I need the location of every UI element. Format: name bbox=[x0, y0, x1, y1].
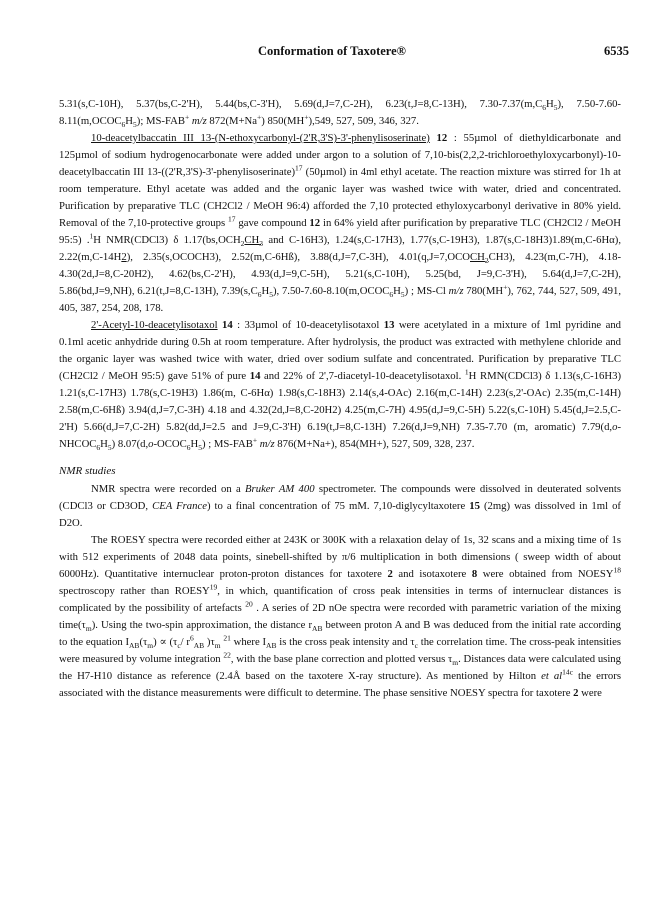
page-header bbox=[0, 44, 672, 66]
nmr-methods-paragraph: NMR spectra were recorded on a Bruker AM 400 spectrometer. The compounds were dissolved in deuterated solvents (CDCl3 or CD3OD, CEA France) to a final concentration of 75 mM. 7,10-diglycyltaxotere 15 (2mg) was dissolved in 1ml of D2O. bbox=[59, 483, 622, 529]
compound-12-paragraph: 10-deacetylbaccatin III 13-(N-ethoxycarbonyl-(2'R,3'S)-3'-phenylisoserinate) 12 : 55µmol of diethyldicarbonate and 125µmol of sodium hydrogenocarbonate were added under argon to a solution of 7,10-bis(2,2,2-trichloroethyloxycarbonyl)-10-deacetylbaccatin III 13-((2'R,3'S)-3'-phenylisoserinate)$^{17}$ (50µmol) in 4ml ethyl acetate. The reaction mixture was stirred for 1h at room temperature. Ethyl acetate was added and the organic layer was washed twice with water, dried and concentrated. Purification by preparative TLC (CH2Cl2 / MeOH 96:4) afforded the 7,10 protected ethyloxycarbonyl derivative in 80% yield. Removal of the 7,10-protective groups $^{17}$ gave compound 12 in 64% yield after purification by preparative TLC (CH2Cl2 / MeOH 95:5) .$^1$H NMR(CDCl3) δ $1.17(bs,OCH_2CH_3$ and C-16H3), 1.24(s,C-17H3), 1.77(s,C-19H3), 1.87(s,C-18H3)1.89(m,C-6Hα), 2.22(m,C-14H2), 2.35(s,OCOCH3), 2.52(m,C-6Hß), 3.88(d,J=7,C-3H), $4.01(q,J=7,OCOCH_2CH3)$, 4.23(m,C-7H), 4.18-4.30(2d,J=8,C-20H2), 4.62(bs,C-2'H), 4.93(d,J=9,C-5H), 5.21(s,C-10H), 5.25(bd, J=9,C-3'H), 5.64(d,J=7,C-2H), 5.86(bd,J=9,NH), 6.21(t,J=8,C-13H), $7.39(s,C_6H_5)$, $7.50-7.60-8.10(m,OCOC_6H_5)$ ; MS-Cl m/z 780(MH+), 762, 744, 527, 509, 491, 405, 387, 254, 208, 178. bbox=[59, 132, 622, 314]
compound-14-paragraph: 2'-Acetyl-10-deacetylisotaxol 14 : 33µmol of 10-deacetylisotaxol 13 were acetylated in a mixture of 1ml pyridine and 0.1ml acetic anhydride during 0.5h at room temperature. After hydrolysis, the product was extracted with methylene chloride and the organic layer was washed twice with water, dried over sodium sulfate and concentrated. Purification by preparative TLC (CH2Cl2 / MeOH 95:5) gave 51% of pure 14 and 22% of 2',7-diacetyl-10-deacetylisotaxol. $^1$H RMN(CDCl3) δ 1.13(s,C-16H3) 1.21(s,C-17H3) 1.78(s,C-19H3) 1.86(m, C-6Hα) 1.98(s,C-18H3) 2.14(s,4-OAc) 2.16(m,C-14H) 2.23(s,2'-OAc) 2.35(m,C-14H) 2.58(m,C-6Hß) 3.94(d,J=7,C-3H) 4.18 and 4.32(2d,J=8,C-20H2) 4.25(m,C-7H) 4.95(d,J=9,C-5H) 5.22(s,C-10H) 5.45(d,J=2.5,C-2'H) 5.66(d,J=7,C-2H) 5.82(dd,J=2.5 and J=9,C-3'H) 6.19(t,J=8,C-13H) 7.26(d,J=9,NH) 7.35-7.70 (m, aromatic) $7.79(d,o-NHCOC_6H_5)$ $8.07(d,o-OCOC_6H_5)$ ; MS-FAB+ m/z 876(M+Na+), 854(MH+), 527, 509, 328, 237. bbox=[59, 319, 622, 453]
section-heading: NMR studies bbox=[59, 465, 116, 477]
running-title: Conformation of Taxotere® bbox=[258, 44, 406, 58]
roesy-paragraph: The ROESY spectra were recorded either at 243K or 300K with a relaxation delay of 1s, 32 scans and a mixing time of 1s with 512 experiments of 2048 data points, sinebell-shifted by π/6 multiplication in both dimensions ( sweep width of about 6000Hz). Quantitative internuclear proton-proton distances for taxotere 2 and isotaxotere 8 were obtained from NOESY$^{18}$ spectroscopy rather than ROESY$^{19}$, in which, quantification of cross peak intensities in terms of internuclear distances is complicated by the possibility of artefacts $^{20}$ . A series of 2D nOe spectra were recorded with parametric variation of the mixing $time(\tau_m)$. Using the two-spin approximation, the distance $r_{AB}$ between proton A and B was deduced from the initial rate according to the equation $I_{AB}(\tau_m) \propto (\tau_c/$ $r^6_{AB}$ )$\tau_m$ $^{21}$ where $I_{AB}$ is the cross peak intensity and $\tau_c$ the correlation time. The cross-peak intensities were measured by volume integration $^{22}$, with the base plane correction and plotted versus $\tau_m$. Distances data were calculated using the H7-H10 distance as reference (2.4Å based on the taxotere X-ray structure). As mentioned by Hilton et $al^{14c}$ the errors associated with the distance measurements were difficult to determine. The phase sensitive NOESY spectra for taxotere 2 were bbox=[59, 534, 622, 699]
page-number: 6535 bbox=[604, 44, 629, 58]
nmr-data-continuation: 5.31(s,C-10H), 5.37(bs,C-2'H), 5.44(bs,C-3'H), 5.69(d,J=7,C-2H), 6.23(t,J=8,C-13H), $7.30-7.37(m,C_6H_5)$, $7.50-7.60-8.11(m,OCOC_6H_5)$; MS-FAB+ m/z 872(M+Na+) 850(MH+),549, 527, 509, 346, 327. bbox=[59, 98, 621, 130]
page-body bbox=[59, 96, 621, 702]
